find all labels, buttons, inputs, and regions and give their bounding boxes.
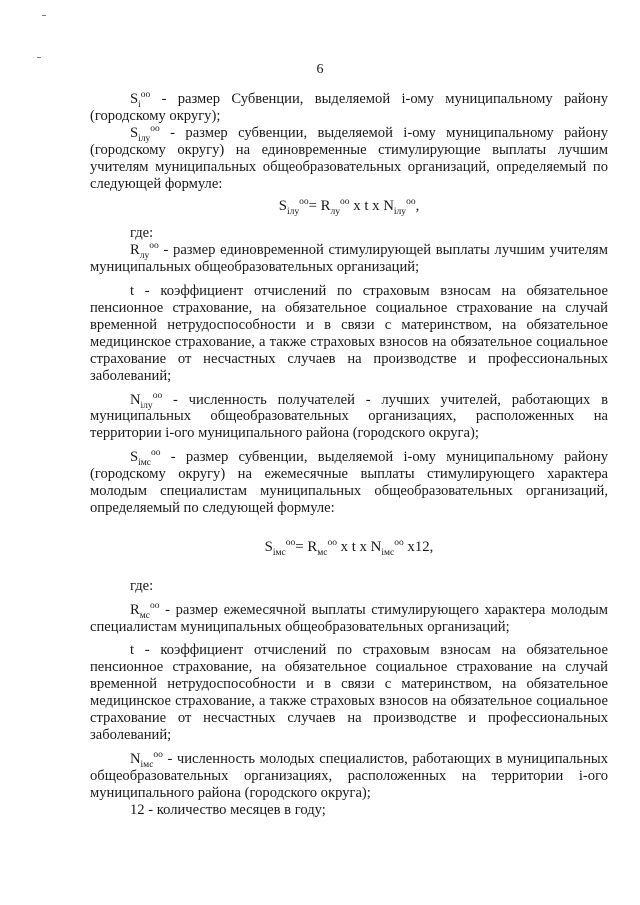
definition-n-ims: $N_{iмс}^{оо}$ - численность молодых специалистов, работающих в муниципальных общеобразовательных организациях, расположенных на территории i-ого муниципального района (городского округа); xyxy=(90,750,608,801)
definition-r-ms: $R_{мс}^{оо}$ - размер ежемесячной выплаты стимулирующего характера молодым специалистам муниципальных общеобразовательных организаций; xyxy=(90,600,608,635)
term-symbol: $R_{мс}^{оо}$ xyxy=(130,600,160,621)
scan-mark xyxy=(42,15,46,16)
definition-12: 12 - количество месяцев в году; xyxy=(130,801,326,818)
formula-subsidy-best-teachers: $S_{iлу}^{оо}= R_{лу}^{оо}$ x t x $N_{iлу}^{оо}$, xyxy=(278,197,420,218)
term-symbol: $R_{лу}^{оо}$ xyxy=(130,241,159,262)
formula-subsidy-young-specialists: $S_{iмс}^{оо}= R_{мс}^{оо}$ x t x $N_{iмс}^{оо}$ x12, xyxy=(264,537,434,558)
definition-t: t - коэффициент отчислений по страховым взносам на обязательное пенсионное страхование, на обязательное социальное страхование на случай временной нетрудоспособности и в связи с материнством, на обязательное медицинское страхование, а также страховых взносов на обязательное социальное страхование от несчастных случаев на производстве и профессиональных заболеваний; xyxy=(90,283,608,384)
term-symbol: $N_{iмс}^{оо}$ xyxy=(130,750,163,770)
definition-t: t - коэффициент отчислений по страховым взносам на обязательное пенсионное страхование, на обязательное социальное страхование на случай временной нетрудоспособности и в связи с материнством, на обязательное медицинское страхование, а также страховых взносов на обязательное социальное страхование от несчастных случаев на производстве и профессиональных заболеваний; xyxy=(90,642,608,743)
document-body xyxy=(90,91,608,819)
definition-n-ilu: $N_{iлу}^{оо}$ - численность получателей - лучших учителей, работающих в муниципальных общеобразовательных организациях, расположенных на территории i-ого муниципального района (городского округа); xyxy=(90,390,608,442)
paragraph-s-i: $S_i^{оо}$ - размер Субвенции, выделяемой i-ому муниципальному району (городскому округу); xyxy=(90,90,608,124)
term-symbol: $S_{iмс}^{оо}$ xyxy=(130,448,161,469)
term-symbol: $S_{iлу}^{оо}$ xyxy=(130,123,160,144)
scan-mark xyxy=(37,57,41,58)
term-symbol: $S_i^{оо}$ xyxy=(130,90,151,110)
page-number: 6 xyxy=(316,62,324,77)
where-label: где: xyxy=(130,577,154,594)
definition-r-lu: $R_{лу}^{оо}$ - размер единовременной стимулирующей выплаты лучшим учителям муниципальных общеобразовательных организаций; xyxy=(90,241,608,276)
where-label: где: xyxy=(130,225,154,242)
definition-s-ims: $S_{iмс}^{оо}$ - размер субвенции, выделяемой i-ому муниципальному району (городскому округу) на ежемесячные выплаты стимулирующего характера молодым специалистам муниципальных общеобразовательных организаций, определяемый по следующей формуле: xyxy=(90,448,608,516)
term-symbol: $N_{iлу}^{оо}$ xyxy=(130,390,163,411)
paragraph-s-ilu: $S_{iлу}^{оо}$ - размер субвенции, выделяемой i-ому муниципальному району (городскому округу) на единовременные стимулирующие выплаты лучшим учителям муниципальных общеобразовательных организаций, определяемый по следующей формуле: xyxy=(90,123,608,192)
